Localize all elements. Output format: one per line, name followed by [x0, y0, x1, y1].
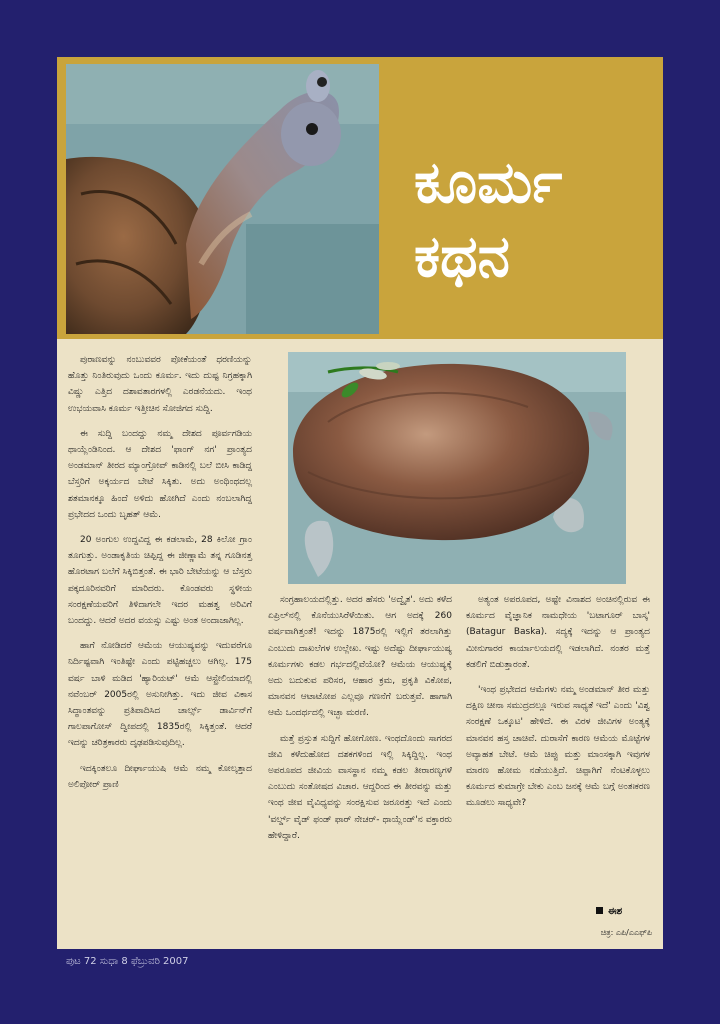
article-column-2	[268, 592, 452, 853]
article-column-3	[466, 592, 650, 821]
paragraph: ಸಂಗ್ರಹಾಲಯದಲ್ಲಿತ್ತು. ಅದರ ಹೆಸರು 'ಅದ್ವೈತ'. ಅದು ಕಳೆದ ಏಪ್ರಿಲ್‌ನಲ್ಲಿ ಕೊನೆಯುಸಿರೆಳೆಯಿತು. ಆಗ ಅದಕ್ಕೆ 260 ವರ್ಷವಾಗಿತ್ತಂತೆ! ಇದನ್ನು 1875ರಲ್ಲಿ ಇಲ್ಲಿಗೆ ತರಲಾಗಿತ್ತು ಎಂಬುದು ದಾಖಲೆಗಳ ಉಲ್ಲೇಖ. ಇಷ್ಟು ಅದೆಷ್ಟು ದೀರ್ಘಾಯುಷ್ಯ ಕೂರ್ಮಗಳು ಕಡಲ ಗರ್ಭದಲ್ಲಿವೆಯೋ? ಆಮೆಯ ಆಯುಷ್ಯಕ್ಕೆ ಅದು ಬದುಕುವ ಪರಿಸರ, ಆಹಾರ ಕ್ರಮ, ಪ್ರಕೃತಿ ವಿಕೋಪ, ಮಾನವನ ಆಟಾಟೋಪ ಎಲ್ಲವೂ ಗಣನೆಗೆ ಬರುತ್ತವೆ. ಹಾಗಾಗಿ ಆಮೆ ಒಂದರ್ಥದಲ್ಲಿ ಇಚ್ಛಾ ಮರಣಿ.	[268, 595, 452, 719]
paragraph: ಈ ಸುದ್ದಿ ಬಂದದ್ದು ನಮ್ಮ ದೇಶದ ಪೂರ್ವಗಡಿಯ ಥಾಯ್ಲೆಂಡಿನಿಂದ. ಆ ದೇಶದ 'ಫಾಂಗ್ ನಗ' ಪ್ರಾಂತ್ಯದ ಅಂಡಮಾನ್ ತೀರದ ಮ್ಯಾಂಗ್ರೋವ್ ಕಾಡಿನಲ್ಲಿ ಬಲೆ ಬೀಸಿ ಕಾಡಿದ್ದ ಬೆಸ್ತರಿಗೆ ಅಕ್ಕರ್ಯದ ಬೇಟೆ ಸಿಕ್ಕಿತು. ಅದು ಅಂಥಿಂಥದಲ್ಲ ಶತಮಾನಕ್ಕೂ ಹಿಂದೆ ಅಳಿದು ಹೋಗಿದೆ ಎಂದು ನಂಬಲಾಗಿದ್ದ ಪ್ರಭೇದದ ಒಂದು ಬೃಹತ್ ಆಮೆ.	[68, 428, 252, 520]
paragraph: ಅತ್ಯಂತ ಅಪರೂಪದ, ಅಷ್ಟೇ ವಿನಾಶದ ಅಂಚಿನಲ್ಲಿರುವ ಈ ಕೂರ್ಮದ ವೈಜ್ಞಾನಿಕ ನಾಮಧೇಯ 'ಬಟಾಗೂರ್ ಬಾಸ್ಕ' (Batagur Baska). ಸದ್ಯಕ್ಕೆ ಇದನ್ನು ಆ ಪ್ರಾಂತ್ಯದ ಮೀನುಗಾರರ ಕಾರ್ಯಾಲಯದಲ್ಲಿ ಇಡಲಾಗಿದೆ. ನಂತರ ಮತ್ತೆ ಕಡಲಿಗೆ ಬಿಡುತ್ತಾರಂತೆ.	[466, 595, 650, 670]
page-footer: ಪುಟ 72 ಸುಧಾ 8 ಫೆಬ್ರುವರಿ 2007	[66, 956, 189, 967]
turtle-shell-photo	[288, 352, 626, 584]
paragraph: ಹಾಗೆ ನೋಡಿದರೆ ಆಮೆಯ ಆಯುಷ್ಯವನ್ನು ಇದುವರೆಗೂ ನಿರ್ದಿಷ್ಟವಾಗಿ ಇಂತಿಷ್ಟೇ ಎಂದು ಪಟ್ಟಿಹಚ್ಚಲು ಆಗಿಲ್ಲ. 175 ವರ್ಷ ಬಾಳಿ ಮಡಿದ 'ಹ್ಯಾರಿಯಟ್' ಆಮೆ ಆಸ್ಟ್ರೇಲಿಯಾದಲ್ಲಿ ನವೆಂಬರ್ 2005ರಲ್ಲಿ ಅಸುನೀಗಿತ್ತು. ಇದು ಜೀವ ವಿಕಾಸ ಸಿದ್ಧಾಂತವನ್ನು ಪ್ರತಿಪಾದಿಸಿದ ಚಾರ್ಲ್ಸ್ ಡಾರ್ವಿನ್‌ಗೆ ಗಾಲಪಾಗೋಸ್ ದ್ವೀಪದಲ್ಲಿ 1835ರಲ್ಲಿ ಸಿಕ್ಕಿತ್ತಂತೆ. ಆದರೆ ಇದನ್ನು ಚರಿತ್ರಕಾರರು ದೃಢಪಡಿಸುವುದಿಲ್ಲ.	[68, 641, 252, 749]
title-line-1: ಕೂರ್ಮ	[414, 148, 563, 216]
title-line-2: ಕಥನ	[414, 222, 510, 290]
article-column-1	[68, 352, 252, 802]
paragraph: ಮತ್ತೆ ಪ್ರಸ್ತುತ ಸುದ್ದಿಗೆ ಹೋಗೋಣ. ಇಂಥದೊಂದು ಸಾಗರದ ಜೀವಿ ಕಳೆದುಹೋದ ದಶಕಗಳಿಂದ ಇಲ್ಲಿ ಸಿಕ್ಕಿದ್ದಿಲ್ಲ. ಇಂಥ ಅಪರೂಪದ ಜೀವಿಯ ವಾಸಸ್ಥಾನ ನಮ್ಮ ಕಡಲ ತೀರಾರಣ್ಯಗಳೆ ಎಂಬುದು ಸಂತೋಷದ ವಿಚಾರ. ಆದ್ದರಿಂದ ಈ ತೀರವನ್ನು ಮತ್ತು ಇಂಥ ಜೀವ ವೈವಿಧ್ಯವನ್ನು ಸಂರಕ್ಷಿಸುವ ಜರೂರತ್ತು ಇದೆ ಎಂದು 'ವರ್ಲ್ಡ್ ವೈಡ್ ಫಂಡ್ ಫಾರ್ ನೇಚರ್- ಥಾಯ್ಲೆಂಡ್'ನ ವಕ್ತಾರರು ಹೇಳಿದ್ದಾರೆ.	[268, 733, 452, 841]
turtle-head-photo	[66, 64, 379, 334]
square-bullet-icon	[596, 907, 603, 914]
paragraph: 20 ಅಂಗುಲ ಉದ್ದವಿದ್ದ ಈ ಕಡಲಾಮೆ, 28 ಕಿಲೋ ಗ್ರಾಂ ತೂಗುತ್ತು. ಅಂಡಾಕೃತಿಯ ಚಿಪ್ಪಿದ್ದ ಈ ಜೀಣ್ಣಾಮೆ ತನ್ನ ಗೂಡಿನತ್ತ ಹೊರಟಾಗ ಬಲೆಗೆ ಸಿಕ್ಕಿಬಿತ್ತಂತೆ. ಈ ಭಾರಿ ಬೇಟೆಯನ್ನು ಆ ಬೆಸ್ತರು ಪಕ್ಕದೂರಿನವರಿಗೆ ಮಾರಿದರು. ಕೊಂಡವರು ಸ್ಥಳೀಯ ಸಂರಕ್ಷಣೆಯವರಿಗೆ ತಿಳಿದಾಗಲೇ ಇದರ ಮಹತ್ವ ಅರಿವಿಗೆ ಬಂದದ್ದು. ಆದರೆ ಅದರ ವಯಸ್ಸು ಎಷ್ಟು ಅಂತ ಅಂದಾಜಾಗಿಲ್ಲ.	[68, 535, 252, 627]
photo-credit: ಚಿತ್ರ: ಎಪಿ/ಎಎಫ್‌ಪಿ	[600, 928, 652, 937]
signature-text: ಈಶ	[608, 906, 623, 917]
paragraph: ಇದಕ್ಕಿಂತಲೂ ದೀರ್ಘಾಯುಷಿ ಆಮೆ ನಮ್ಮ ಕೋಲ್ಕತ್ತಾದ ಅಲಿಪೋರ್ ಪ್ರಾಣಿ	[68, 763, 252, 790]
author-signature	[596, 906, 622, 917]
paragraph: 'ಇಂಥ ಪ್ರಭೇದದ ಆಮೆಗಳು ನಮ್ಮ ಅಂಡಮಾನ್ ತೀರ ಮತ್ತು ದಕ್ಷಿಣ ಚೀನಾ ಸಮುದ್ರದಲ್ಲೂ ಇರುವ ಸಾಧ್ಯತೆ ಇದೆ' ಎಂದು 'ವಿಶ್ವ ಸಂರಕ್ಷಣೆ ಒಕ್ಕೂಟ' ಹೇಳಿದೆ. ಈ ವಿರಳ ಜೀವಿಗಳ ಅಂತ್ಯಕ್ಕೆ ಮಾನವನ ಹಸ್ತ ಚಾಚಿವೆ. ದುರಾಸೆಗೆ ಕಾರಣ ಆಮೆಯ ಮೊಟ್ಟೆಗಳ ಅವ್ಯಾಹತ ಬೇಟೆ. ಆಮೆ ಚಿಪ್ಪು ಮತ್ತು ಮಾಂಸಕ್ಕಾಗಿ ಇವುಗಳ ಮಾರಣ ಹೋಮ ನಡೆಯುತ್ತಿದೆ. ಚಿಪ್ಪಾಗಿಗೆ ನೆಂಟಕೊಳ್ಳಲು ಕೂರ್ಮದ ಕುಮಾಗ್ರೇ ಬೇಕು ಎಂಬ ಜನಕ್ಕೆ ಆಮೆ ಬಗ್ಗೆ ಅಂತಃಕರಣ ಮೂಡಲು ಸಾಧ್ಯವೇ?	[466, 685, 650, 809]
paragraph: ಪುರಾಣವನ್ನು ನಂಬುವವರ ಪೋಕೆಯಂತೆ ಧರಣಿಯನ್ನು ಹೊತ್ತು ನಿಂತಿರುವುದು ಒಂದು ಕೂರ್ಮ. ಇದು ದುಷ್ಟ ನಿಗ್ರಹಕ್ಕಾಗಿ ವಿಷ್ಣು ಎತ್ತಿದ ದಶಾವತಾರಗಳಲ್ಲಿ ಎರಡನೆಯದು. ಇಂಥ ಉಭಯವಾಸಿ ಕೂರ್ಮ ಇತ್ತೀಚಿನ ಸೋಜಿಗದ ಸುದ್ದಿ.	[68, 355, 252, 414]
article-title	[414, 145, 562, 293]
